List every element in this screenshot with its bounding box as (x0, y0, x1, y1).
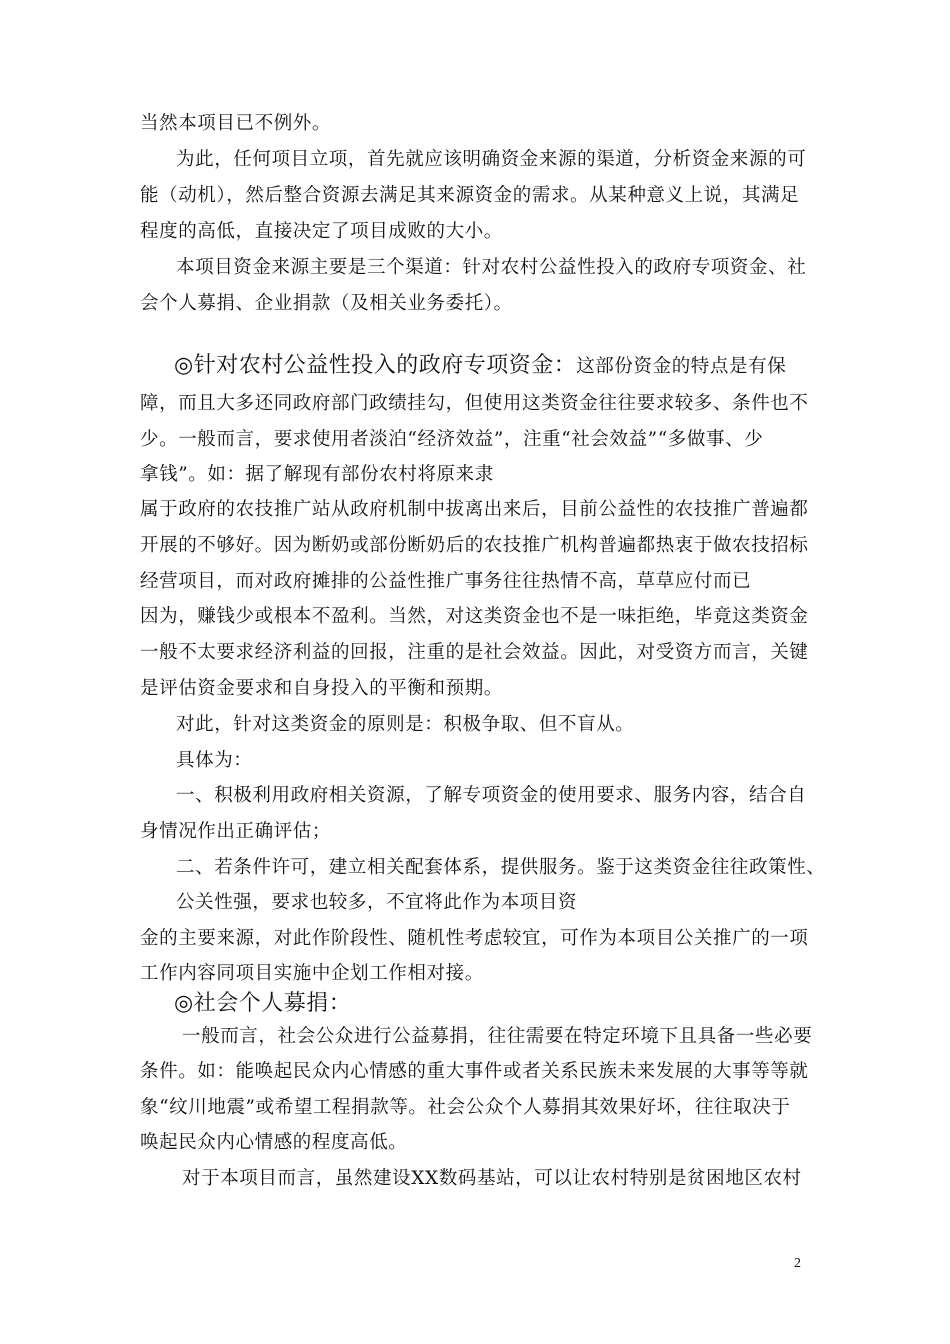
paragraph-line: 为此，任何项目立项，首先就应该明确资金来源的渠道，分析资金来源的可 (176, 149, 807, 170)
list-item-line: 二、若条件许可，建立相关配套体系，提供服务。鉴于这类资金往往政策性、 (176, 857, 826, 878)
list-item-line: 一、积极利用政府相关资源，了解专项资金的使用要求、服务内容，结合自 (176, 785, 807, 806)
paragraph-line: 当然本项目已不例外。 (140, 113, 332, 134)
paragraph-line: 本项目资金来源主要是三个渠道：针对农村公益性投入的政府专项资金、社 (176, 257, 807, 278)
paragraph-line: 会个人募捐、企业捐款（及相关业务委托）。 (140, 293, 513, 314)
page-number: 2 (794, 1256, 801, 1271)
paragraph-line: 象“纹川地震”或希望工程捐款等。社会公众个人募捐其效果好坏，往往取决于 (140, 1097, 791, 1118)
section-heading-personal-donations: ◎社会个人募捐： (174, 991, 352, 1016)
list-item-line: 工作内容同项目实施中企划工作相对接。 (140, 963, 484, 984)
heading-continuation-text: 这部份资金的特点是有保 (576, 356, 787, 377)
paragraph-line: 因为，赚钱少或根本不盈利。当然，对这类资金也不是一味拒绝，毕竟这类资金 (140, 606, 809, 627)
paragraph-line: 具体为： (176, 750, 253, 771)
section-heading-text: ◎针对农村公益性投入的政府专项资金： (174, 353, 577, 378)
paragraph-line: 程度的高低，直接决定了项目成败的大小。 (140, 221, 503, 242)
section-heading-government-funds (174, 352, 786, 381)
paragraph-line: 一般而言，社会公众进行公益募捐，往往需要在特定环境下且具备一些必要 (182, 1026, 813, 1047)
paragraph-line: 一般不太要求经济利益的回报，注重的是社会效益。因此，对受资方而言，关键 (140, 642, 809, 663)
paragraph-line: 属于政府的农技推广站从政府机制中拔离出来后，目前公益性的农技推广普遍都 (140, 499, 809, 520)
paragraph-line: 开展的不够好。因为断奶或部份断奶后的农技推广机构普遍都热衷于做农技招标 (140, 535, 809, 556)
paragraph-line: 障，而且大多还同政府部门政绩挂勾，但使用这类资金往往要求较多、条件也不 (140, 393, 809, 414)
list-item-line: 金的主要来源，对此作阶段性、随机性考虑较宜，可作为本项目公关推广的一项 (140, 928, 809, 949)
paragraph-line: 对此，针对这类资金的原则是：积极争取、但不盲从。 (176, 714, 635, 735)
paragraph-line: 能（动机），然后整合资源去满足其来源资金的需求。从某种意义上说，其满足 (140, 185, 800, 206)
list-item-line: 身情况作出正确评估； (140, 821, 332, 842)
paragraph-line: 唤起民众内心情感的程度高低。 (140, 1132, 408, 1153)
paragraph-line: 对于本项目而言，虽然建设XX数码基站，可以让农村特别是贫困地区农村 (182, 1168, 802, 1189)
paragraph-line: 经营项目，而对政府摊排的公益性推广事务往往热情不高，草草应付而已 (140, 571, 752, 592)
paragraph-line: 是评估资金要求和自身投入的平衡和预期。 (140, 678, 503, 699)
paragraph-line: 条件。如：能唤起民众内心情感的重大事件或者关系民族未来发展的大事等等就 (140, 1061, 809, 1082)
paragraph-line: 拿钱”。如：据了解现有部份农村将原来隶 (140, 464, 494, 485)
list-item-line: 公关性强，要求也较多，不宜将此作为本项目资 (176, 892, 578, 913)
paragraph-line: 少。一般而言，要求使用者淡泊“经济效益”，注重“社会效益”“多做事、少 (140, 429, 764, 450)
